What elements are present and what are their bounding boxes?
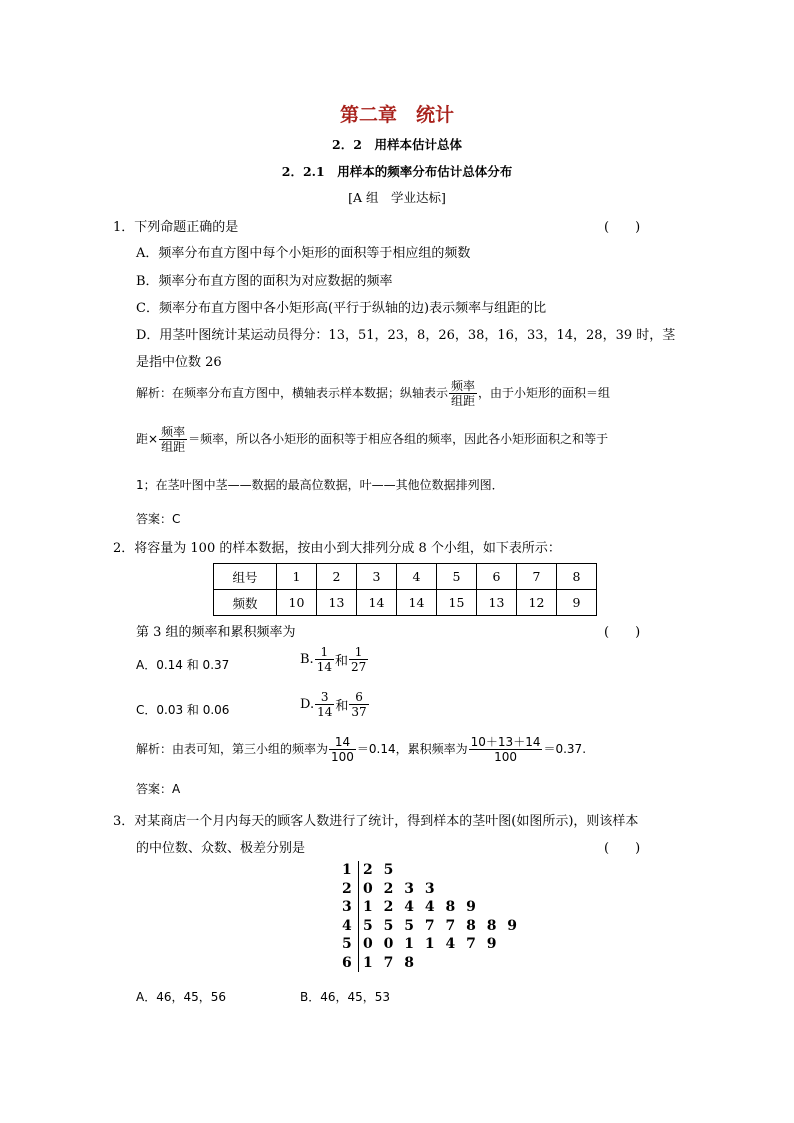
stem-value: 6 xyxy=(336,954,359,973)
fraction-denominator: 组距 xyxy=(161,440,186,454)
stem-leaf-row xyxy=(336,898,520,917)
q3-option-a: A．46，45，56 xyxy=(136,990,227,1004)
leaf-values: 1 2 4 4 8 9 xyxy=(363,899,479,915)
option-label: B. xyxy=(300,652,314,667)
stem-leaf-row xyxy=(336,917,520,936)
q1-number: 1． xyxy=(113,220,135,235)
fraction-numerator: 10＋13＋14 xyxy=(470,735,541,749)
leaf-values: 2 5 xyxy=(363,862,397,878)
q1-analysis-line2 xyxy=(136,424,608,454)
group-label: [A 组 学业达标] xyxy=(348,190,446,205)
fraction-denominator: 14 xyxy=(316,660,332,674)
fraction xyxy=(349,645,368,674)
stem-value: 1 xyxy=(336,861,359,880)
q2-stem-text: 将容量为 100 的样本数据，按由小到大排列分成 8 个小组，如下表所示： xyxy=(134,541,561,556)
table-cell: 14 xyxy=(397,590,437,616)
fraction xyxy=(329,735,356,764)
subsection-title: 2．2.1 用样本的频率分布估计总体分布 xyxy=(281,164,513,179)
q3-stem-line2: 的中位数、众数、极差分别是 xyxy=(136,841,306,856)
stem-leaf-row xyxy=(336,880,520,899)
fraction-denominator: 27 xyxy=(350,660,367,674)
q1-fraction xyxy=(449,379,477,408)
q3-stem xyxy=(113,810,638,829)
table-cell: 1 xyxy=(277,564,317,590)
q1-analysis-text-c: 距× xyxy=(136,432,159,446)
table-cell: 5 xyxy=(437,564,477,590)
conjunction: 和 xyxy=(334,654,348,669)
stem-leaf-plot xyxy=(336,861,520,972)
table-cell: 14 xyxy=(357,590,397,616)
q2-analysis-text-b: ＝0.14，累积频率为 xyxy=(356,742,468,756)
table-cell: 6 xyxy=(477,564,517,590)
fraction-numerator: 1 xyxy=(349,645,368,660)
fraction-denominator: 100 xyxy=(331,750,354,764)
fraction-numerator: 3 xyxy=(315,690,334,705)
fraction-denominator: 100 xyxy=(494,750,518,764)
table-header-cell: 组号 xyxy=(214,564,277,590)
stem-value: 5 xyxy=(336,935,359,954)
q2-number: 2． xyxy=(113,541,135,556)
table-cell: 12 xyxy=(517,590,557,616)
table-cell: 8 xyxy=(557,564,597,590)
q3-bracket: ( ) xyxy=(604,841,641,856)
q1-analysis-text-b: ，由于小矩形的面积＝组 xyxy=(478,386,611,400)
q2-bracket: ( ) xyxy=(604,625,641,640)
table-cell: 2 xyxy=(317,564,357,590)
fraction-numerator: 6 xyxy=(349,690,368,705)
table-cell: 7 xyxy=(517,564,557,590)
fraction xyxy=(315,645,334,674)
q1-bracket: ( ) xyxy=(604,220,641,235)
table-cell: 13 xyxy=(317,590,357,616)
fraction xyxy=(315,690,334,719)
section-title: 2．2 用样本估计总体 xyxy=(332,137,462,152)
q1-analysis-line3: 1；在茎叶图中茎——数据的最高位数据，叶——其他位数据排列图． xyxy=(136,478,504,492)
fraction-denominator: 14 xyxy=(317,705,333,719)
stem-value: 4 xyxy=(336,917,359,936)
table-cell: 4 xyxy=(397,564,437,590)
leaf-values: 0 2 3 3 xyxy=(363,880,438,897)
table-cell: 3 xyxy=(357,564,397,590)
option-label: D. xyxy=(300,697,315,712)
table-cell: 15 xyxy=(437,590,477,616)
stem-leaf-row xyxy=(336,935,520,954)
leaf-values: 1 7 8 xyxy=(363,954,417,971)
q2-analysis-text-c: ＝0.37. xyxy=(543,742,587,756)
q2-analysis-text-a: 解析：由表可知，第三小组的频率为 xyxy=(136,742,329,756)
table-cell: 10 xyxy=(277,590,317,616)
q3-number: 3． xyxy=(113,814,135,829)
q1-stem-text: 下列命题正确的是 xyxy=(134,220,239,235)
q1-analysis-text-a: 解析：在频率分布直方图中，横轴表示样本数据；纵轴表示 xyxy=(136,386,449,400)
fraction-numerator: 频率 xyxy=(451,379,476,393)
leaf-values: 0 0 1 1 4 7 9 xyxy=(363,936,500,952)
q1-analysis-text-d: ＝频率，所以各小矩形的面积等于相应各组的频率，因此各小矩形面积之和等于 xyxy=(188,432,609,446)
q1-fraction-2 xyxy=(159,425,187,454)
fraction-numerator: 频率 xyxy=(161,425,186,439)
fraction-denominator: 37 xyxy=(351,705,367,719)
q1-option-d-cont: 是指中位数 26 xyxy=(136,355,222,370)
q2-option-a: A．0.14 和 0.37 xyxy=(136,658,230,672)
q2-analysis xyxy=(136,734,586,764)
fraction xyxy=(349,690,368,719)
q1-option-a: A．频率分布直方图中每个小矩形的面积等于相应组的频数 xyxy=(136,246,471,261)
frequency-table xyxy=(213,563,597,616)
fraction-denominator: 组距 xyxy=(451,394,476,408)
chapter-title: 第二章 统计 xyxy=(339,104,454,126)
q1-option-b: B．频率分布直方图的面积为对应数据的频率 xyxy=(136,274,393,289)
q2-question: 第 3 组的频率和累积频率为 xyxy=(136,625,296,640)
q2-stem xyxy=(113,537,561,556)
q2-option-b xyxy=(300,645,369,674)
q3-stem-text-1: 对某商店一个月内每天的顾客人数进行了统计，得到样本的茎叶图(如图所示)，则该样本 xyxy=(134,814,639,829)
q1-answer: 答案：C xyxy=(136,512,181,526)
stem-value: 3 xyxy=(336,898,359,917)
q2-option-d xyxy=(300,690,370,719)
q2-answer: 答案：A xyxy=(136,782,181,796)
table-cell: 9 xyxy=(557,590,597,616)
q3-option-b: B．46，45，53 xyxy=(300,990,391,1004)
q1-analysis-line1 xyxy=(136,378,610,408)
q1-option-d: D．用茎叶图统计某运动员得分：13，51，23，8，26，38，16，33，14，28，39 时，茎 xyxy=(136,328,676,343)
conjunction: 和 xyxy=(335,699,349,714)
q1-option-c: C．频率分布直方图中各小矩形高(平行于纵轴的边)表示频率与组距的比 xyxy=(136,301,547,316)
table-row xyxy=(214,564,597,590)
fraction-numerator: 1 xyxy=(315,645,334,660)
fraction-numerator: 14 xyxy=(329,735,356,750)
fraction xyxy=(469,735,543,764)
stem-value: 2 xyxy=(336,880,359,899)
leaf-values: 5 5 5 7 7 8 8 9 xyxy=(363,917,521,934)
q1-stem xyxy=(113,216,238,235)
table-cell: 13 xyxy=(477,590,517,616)
q2-option-c: C．0.03 和 0.06 xyxy=(136,703,230,717)
stem-leaf-row xyxy=(336,861,520,880)
table-header-cell: 频数 xyxy=(214,590,277,616)
table-row xyxy=(214,590,597,616)
stem-leaf-row xyxy=(336,954,520,973)
